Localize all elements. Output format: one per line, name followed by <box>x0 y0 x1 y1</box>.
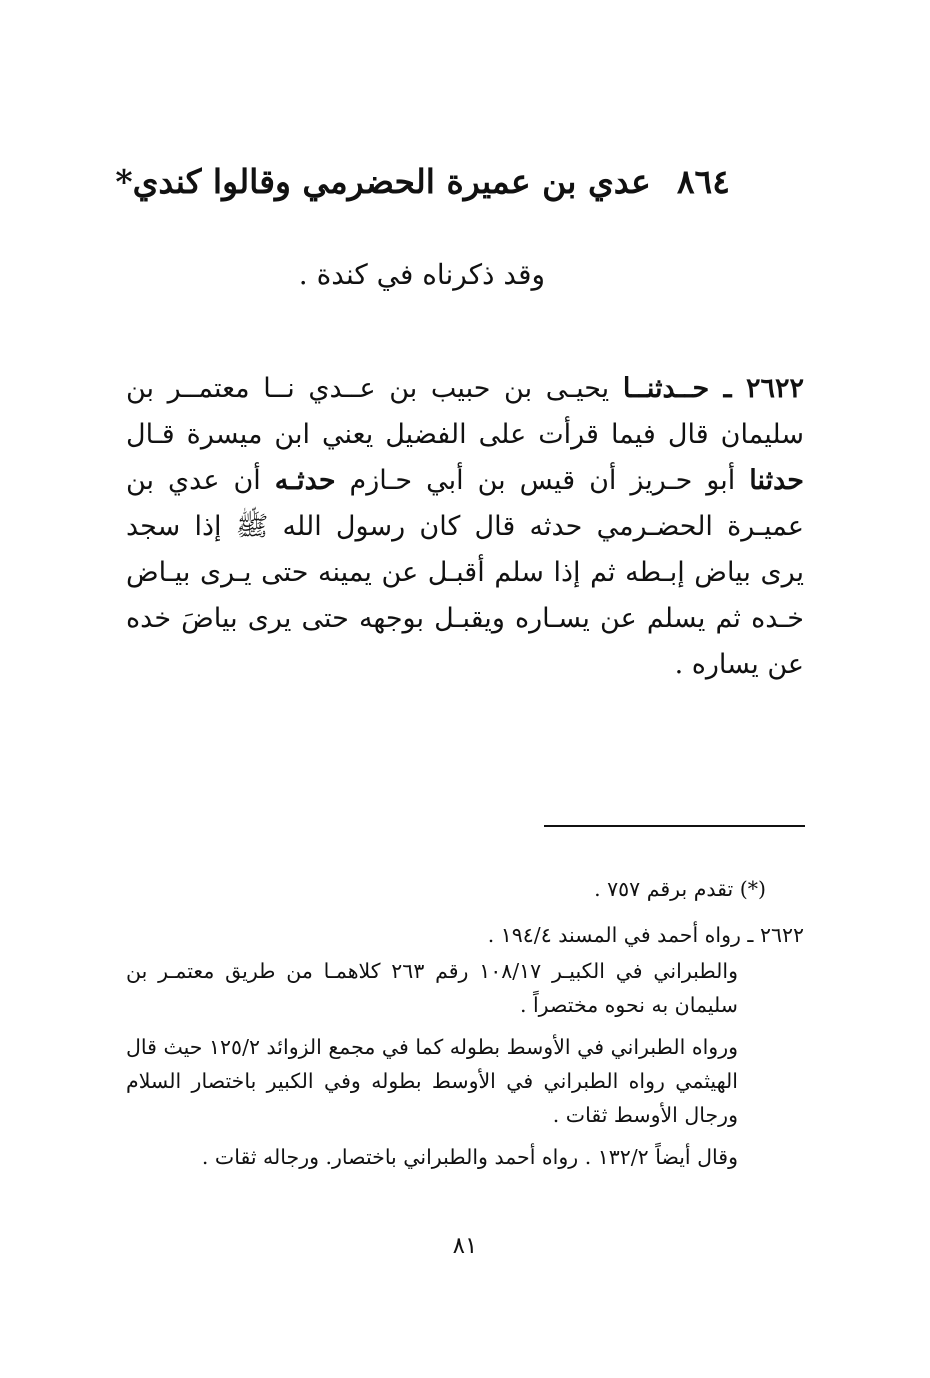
section-title: عدي بن عميرة الحضرمي وقالوا كندي* <box>115 162 651 201</box>
hadith-narration-word: حدثنا <box>749 465 805 496</box>
hadith-number: ٢٦٢٢ <box>745 373 804 404</box>
hadith-narration-word: حدثـه <box>274 465 336 496</box>
footnote-reference-tabarani: والطبراني في الكبيـر ١٠٨/١٧ رقم ٢٦٣ كلاهمـا من طريق معتمـر بن سليمان به نحوه مختصراً . <box>126 959 738 1017</box>
hadith-narration-word: حــدثنــا <box>622 373 710 404</box>
footnote-divider <box>544 825 805 827</box>
hadith-text-segment: أن عدي بن عميـرة الحضـرمي حدثه قال كان رسول الله ﷺ إذا سجد يرى بياض إبـطه ثم إذا سلم أقبـل عن يمينه حتى يـرى بيـاض خـده ثم يسلم عن يسـاره ويقبـل بوجهه حتى يرى بياضَ خده عن يساره . <box>126 465 804 680</box>
footnote-star: (*) تقدم برقم ٧٥٧ . <box>594 877 766 901</box>
hadith-text <box>126 366 804 688</box>
intro-note: وقد ذكرناه في كندة . <box>298 258 545 291</box>
section-heading <box>115 162 730 201</box>
footnote-reference-musnad: ٢٦٢٢ ـ رواه أحمد في المسند ١٩٤/٤ . <box>487 923 804 947</box>
footnote-reference-also: وقال أيضاً ١٣٢/٢ . رواه أحمد والطبراني باختصار. ورجاله ثقات . <box>201 1145 738 1169</box>
hadith-text-segment: يحيـى بن حبيب بن عــدي نــا معتمــر بن سليمان قال فيما قرأت على الفضيل يعني ابن ميسرة قـال <box>126 373 804 450</box>
page-number: ٨١ <box>452 1233 478 1259</box>
footnote-reference-awsat: ورواه الطبراني في الأوسط بطوله كما في مجمع الزوائد ١٢٥/٢ حيث قال الهيثمي رواه الطبراني في الأوسط بطوله وفي الكبير باختصار السلام ورجال الأوسط ثقات . <box>126 1035 738 1127</box>
footnotes <box>126 872 804 1182</box>
hadith-body <box>126 373 804 680</box>
section-number: ٨٦٤ <box>676 162 730 201</box>
hadith-dash: ـ <box>709 373 746 404</box>
hadith-text-segment: أبو حـريز أن قيس بن أبي حـازم <box>335 465 750 496</box>
